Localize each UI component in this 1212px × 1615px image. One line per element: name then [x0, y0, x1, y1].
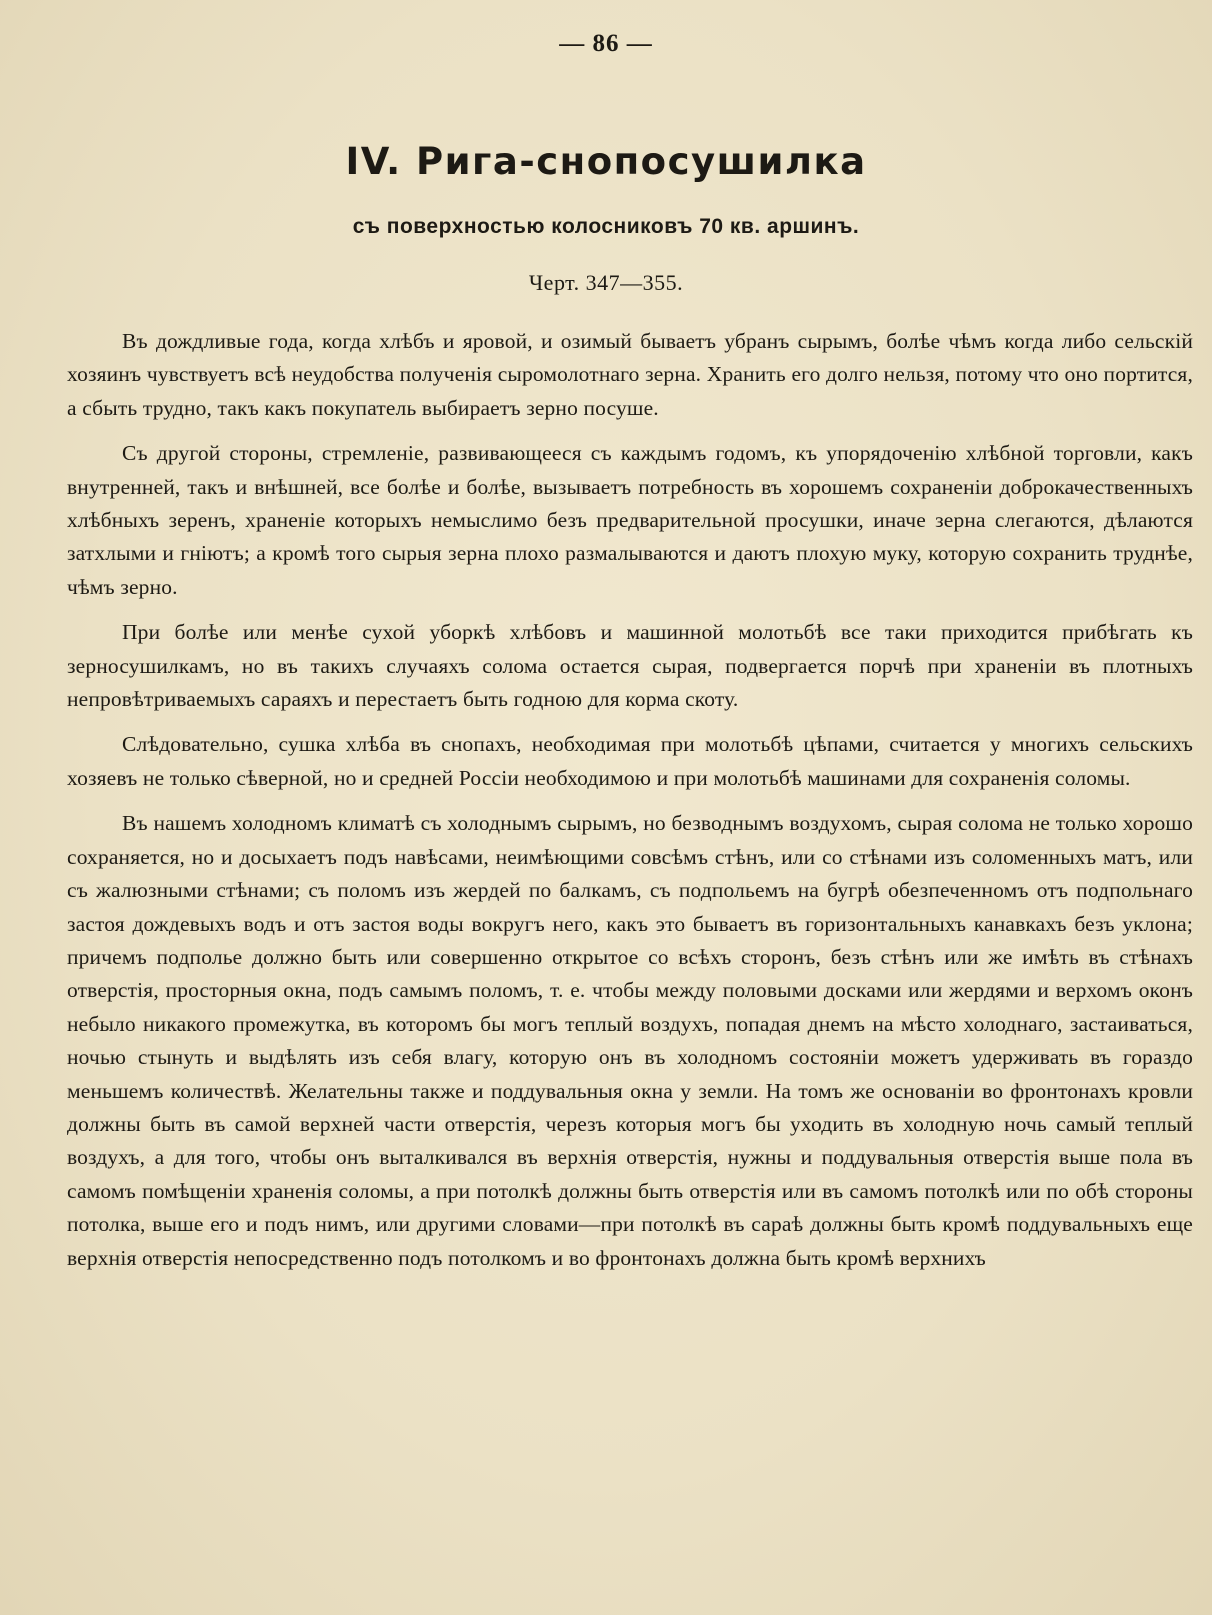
- page-number: — 86 —: [559, 30, 653, 57]
- paragraph-5: Въ нашемъ холодномъ климатѣ съ холоднымъ сырымъ, но безводнымъ воздухомъ, сырая солома не только хорошо сохраняется, но и досыхаетъ подъ навѣсами, неимѣющими совсѣмъ стѣнъ, или со стѣнами изъ соломенныхъ матъ, или съ жалюзными стѣнами; съ поломъ изъ жердей по балкамъ, съ подпольемъ на бугрѣ обезпеченномъ отъ подпольнаго застоя дождевыхъ водъ и отъ застоя воды вокругъ него, какъ это бываетъ въ горизонтальныхъ канавкахъ безъ уклона; причемъ подполье должно быть или совершенно открытое со всѣхъ сторонъ, безъ стѣнъ или же имѣть въ стѣнахъ отверстія, просторныя окна, подъ самымъ поломъ, т. е. чтобы между половыми досками или жердями и верхомъ оконъ небыло никакого промежутка, въ которомъ бы могъ теплый воздухъ, попадая днемъ на мѣсто холоднаго, застаиваться, ночью стынуть и выдѣлять изъ себя влагу, которую онъ въ холодномъ состояніи можетъ удерживать въ гораздо меньшемъ количествѣ. Желательны также и поддувальныя окна у земли. На томъ же основаніи во фронтонахъ кровли должны быть въ самой верхней части отверстія, черезъ которыя могъ бы уходить въ холодную ночь самый теплый воздухъ, а для того, чтобы онъ выталкивался въ верхнія отверстія, нужны и поддувальныя отверстія выше пола въ самомъ помѣщеніи храненія соломы, а при потолкѣ должны быть отверстія или въ самомъ потолкѣ или по обѣ стороны потолка, выше его и подъ нимъ, или другими словами—при потолкѣ въ сараѣ должны быть кромѣ поддувальныхъ еще верхнія отверстія непосредственно подъ потолкомъ и во фронтонахъ должна быть кромѣ верхнихъ: [67, 811, 1193, 1270]
- paragraph-2: Съ другой стороны, стремленіе, развивающееся съ каждымъ годомъ, къ упорядоченію хлѣбной торговли, какъ внутренней, такъ и внѣшней, все болѣе и болѣе, вызываетъ потребность въ хорошемъ сохраненіи доброкачественныхъ хлѣбныхъ зеренъ, храненіе которыхъ немыслимо безъ предварительной просушки, иначе зерна слегаются, дѣлаются затхлыми и гніютъ; а кромѣ того сырыя зерна плохо размалываются и даютъ плохую муку, которую сохранить труднѣе, чѣмъ зерно.: [67, 441, 1193, 599]
- drawing-reference: Черт. 347—355.: [528, 270, 684, 295]
- section-subtitle: съ поверхностью колосниковъ 70 кв. аршинъ.: [352, 215, 860, 238]
- section-title: IV. Рига-снопосушилка: [345, 140, 867, 183]
- paragraph-1: Въ дождливые года, когда хлѣбъ и яровой, и озимый бываетъ убранъ сырымъ, болѣе чѣмъ когда либо сельскій хозяинъ чувствуетъ всѣ неудобства полученія сыромолотнаго зерна. Хранить его долго нельзя, потому что оно портится, а сбыть трудно, такъ какъ покупатель выбираетъ зерно посуше.: [67, 329, 1193, 420]
- body-text: [67, 325, 1193, 1287]
- paragraph-4: Слѣдовательно, сушка хлѣба въ снопахъ, необходимая при молотьбѣ цѣпами, считается у многихъ сельскихъ хозяевъ не только сѣверной, но и средней Россіи необходимою и при молотьбѣ машинами для сохраненія соломы.: [67, 732, 1193, 790]
- paragraph-3: При болѣе или менѣе сухой уборкѣ хлѣбовъ и машинной молотьбѣ все таки приходится прибѣгать къ зерносушилкамъ, но въ такихъ случаяхъ солома остается сырая, подвергается порчѣ при храненіи въ плотныхъ непровѣтриваемыхъ сараяхъ и перестаетъ быть годною для корма скоту.: [67, 620, 1193, 712]
